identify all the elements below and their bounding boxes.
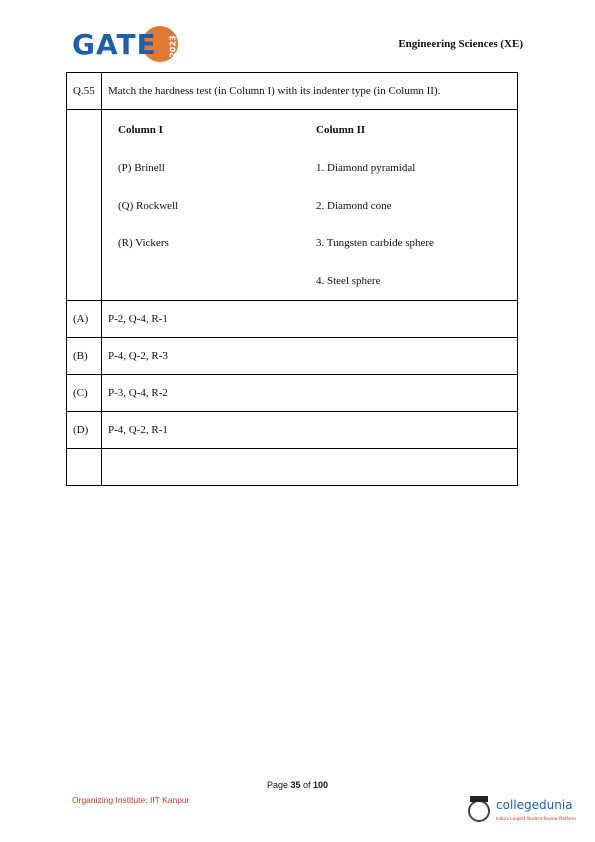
option-text: P-3, Q-4, R-2 — [102, 375, 518, 412]
question-number: Q.55 — [67, 73, 102, 110]
column2-item: 2. Diamond cone — [316, 200, 392, 212]
option-text: P-4, Q-2, R-3 — [102, 338, 518, 375]
brand-name: collegedunia — [496, 798, 573, 812]
column1-title: Column I — [118, 124, 163, 136]
option-label: (D) — [67, 412, 102, 449]
question-text: Match the hardness test (in Column I) with its indenter type (in Column II). — [102, 73, 518, 110]
column2-item: 1. Diamond pyramidal — [316, 162, 416, 174]
option-text: P-4, Q-2, R-1 — [102, 412, 518, 449]
match-columns — [102, 110, 518, 301]
option-row — [67, 301, 518, 338]
graduate-icon — [468, 800, 490, 822]
column1-item: (R) Vickers — [118, 237, 169, 249]
match-row — [67, 110, 518, 301]
brand-tagline: India's Largest Student Review Platform — [496, 816, 576, 821]
column1-item: (P) Brinell — [118, 162, 165, 174]
subject-title: Engineering Sciences (XE) — [398, 38, 523, 50]
logo-year: 2023 — [168, 35, 178, 58]
option-row — [67, 412, 518, 449]
option-row — [67, 338, 518, 375]
page-number: Page 35 of 100 — [266, 780, 329, 790]
column2-item: 4. Steel sphere — [316, 275, 381, 287]
option-text: P-2, Q-4, R-1 — [102, 301, 518, 338]
organizing-institute: Organizing Institute: IIT Kanpur — [72, 795, 190, 805]
column2-item: 3. Tungsten carbide sphere — [316, 237, 434, 249]
option-label: (B) — [67, 338, 102, 375]
question-table — [66, 72, 518, 486]
column2-title: Column II — [316, 124, 366, 136]
option-row — [67, 375, 518, 412]
cap-icon — [470, 796, 488, 802]
column1-item: (Q) Rockwell — [118, 200, 179, 212]
empty-row — [67, 449, 518, 486]
option-label: (C) — [67, 375, 102, 412]
option-label: (A) — [67, 301, 102, 338]
question-row — [67, 73, 518, 110]
collegedunia-logo — [468, 798, 578, 826]
logo-text: GATE — [72, 28, 157, 61]
